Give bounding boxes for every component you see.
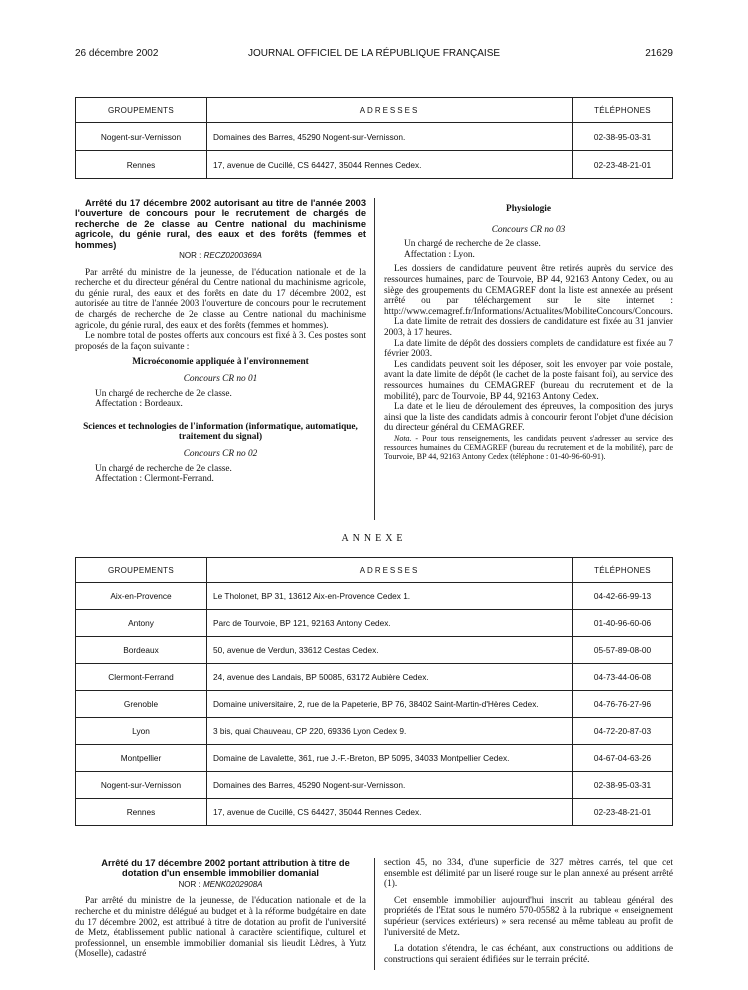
table-row (76, 772, 673, 799)
table-row (76, 799, 673, 826)
nor-reference (75, 880, 366, 891)
phone-cell: 02-23-48-21-01 (573, 799, 673, 826)
paragraph: La dotation s'étendra, le cas échéant, aux constructions ou additions de constructions qui seraient édifiées sur le terrain précité. (384, 944, 673, 965)
paragraph: La date limite de retrait des dossiers de candidature est fixée au 31 janvier 2003, à 17 heures. (384, 317, 673, 338)
journal-title: JOURNAL OFFICIEL DE LA RÉPUBLIQUE FRANÇAISE (247, 48, 501, 59)
groupement-cell: Grenoble (76, 691, 207, 718)
concours-label: Concours CR no 02 (183, 448, 258, 459)
paragraph: section 45, no 334, d'une superficie de 327 mètres carrés, tel que cet ensemble est délimité par un liseré rouge sur le plan annexé au présent arrêté (1). (384, 858, 673, 890)
header-adresses: ADRESSES (207, 558, 573, 583)
table-row (76, 123, 673, 151)
affectation-line: Affectation : Lyon. (404, 249, 475, 260)
phone-cell: 04-42-66-99-13 (573, 583, 673, 610)
paragraph: La date et le lieu de déroulement des épreuves, la composition des jurys ainsi que la liste des candidats admis à concourir feront l'objet d'une décision du directeur général du CEMAGREF. (384, 402, 673, 434)
nor-label: NOR : (179, 251, 202, 261)
address-cell: 50, avenue de Verdun, 33612 Cestas Cedex. (207, 637, 573, 664)
address-cell: Domaines des Barres, 45290 Nogent-sur-Vernisson. (207, 123, 573, 151)
nota (384, 434, 673, 462)
phone-cell: 05-57-89-08-00 (573, 637, 673, 664)
column-divider (374, 198, 375, 520)
header-telephones: TÉLÉPHONES (573, 558, 673, 583)
nor-label: NOR : (178, 879, 201, 889)
annexe-table (75, 557, 673, 826)
groupement-cell: Clermont-Ferrand (76, 664, 207, 691)
affectation-line: Affectation : Bordeaux. (95, 399, 183, 410)
concours-label: Concours CR no 01 (183, 373, 258, 384)
paragraph: Le nombre total de postes offerts aux concours est fixé à 3. Ces postes sont proposés de la façon suivante : (75, 331, 366, 352)
article2-left-column (75, 858, 366, 960)
article-right-column (384, 204, 673, 461)
address-cell: Domaines des Barres, 45290 Nogent-sur-Vernisson. (207, 772, 573, 799)
phone-cell: 04-73-44-06-08 (573, 664, 673, 691)
page-number: 21629 (645, 48, 673, 59)
article-title: Arrêté du 17 décembre 2002 autorisant au titre de l'année 2003 l'ouverture de concours pour le recrutement de chargés de recherche de 2e classe au Centre national du machinisme agricole, du génie rural, des eaux et des forêts (femmes et hommes) (75, 198, 366, 250)
nota-text: Pour tous renseignements, les candidats peuvent s'adresser au service des ressources humaines du CEMAGREF (bureau du recrutement et de la mobilité), parc de Tourvoie, BP 44, 92163 Antony Cedex (téléphone : 01-40-96-60-91). (384, 433, 674, 462)
table-row (76, 610, 673, 637)
phone-cell: 01-40-96-60-06 (573, 610, 673, 637)
issue-date: 26 décembre 2002 (75, 48, 159, 59)
table-row (76, 745, 673, 772)
groupement-cell: Aix-en-Provence (76, 583, 207, 610)
groupement-cell: Lyon (76, 718, 207, 745)
table-row (76, 691, 673, 718)
nota-label: Nota. - (394, 433, 419, 443)
section-title: Sciences et technologies de l'information (informatique, automatique, traitement du signal) (83, 421, 358, 443)
section-title: Physiologie (506, 204, 551, 214)
groupement-cell: Nogent-sur-Vernisson (76, 772, 207, 799)
table-row (76, 583, 673, 610)
post-line: Un chargé de recherche de 2e classe. (95, 463, 232, 474)
post-line: Un chargé de recherche de 2e classe. (95, 388, 232, 399)
phone-cell: 04-72-20-87-03 (573, 718, 673, 745)
paragraph: Par arrêté du ministre de la jeunesse, de l'éducation nationale et de la recherche et du directeur général du Centre national du machinisme agricole, du génie rural, des eaux et des forêts en date du 17 décembre 2002, est autorisée au titre de l'année 2003 l'ouverture de concours pour le recrutement de chargés de recherche de 2e classe au Centre national du machinisme agricole, du génie rural, des eaux et des forêts (femmes et hommes). (75, 267, 366, 331)
concours-label: Concours CR no 03 (491, 224, 566, 235)
address-cell: Le Tholonet, BP 31, 13612 Aix-en-Provence Cedex 1. (207, 583, 573, 610)
paragraph: Par arrêté du ministre de la jeunesse, de l'éducation nationale et de la recherche et du ministre délégué au budget et à la réforme budgétaire en date du 17 décembre 2002, est attribué à titre de dotation au profit de l'université de Metz, établissement public national à caractère scientifique, culturel et professionnel, un ensemble immobilier domanial sis lieudit Lèdres, à Yutz (Moselle), cadastré (75, 896, 366, 960)
address-cell: Domaine de Lavalette, 361, rue J.-F.-Breton, BP 5095, 34033 Montpellier Cedex. (207, 745, 573, 772)
table-row (76, 151, 673, 179)
phone-cell: 02-38-95-03-31 (573, 772, 673, 799)
article-left-column (75, 198, 366, 485)
header-telephones: TÉLÉPHONES (573, 98, 673, 123)
table-row (76, 718, 673, 745)
address-cell: 17, avenue de Cucillé, CS 64427, 35044 Rennes Cedex. (207, 799, 573, 826)
article-title: Arrêté du 17 décembre 2002 portant attribution à titre de dotation d'un ensemble immobilier domanial (101, 858, 350, 879)
phone-cell: 02-23-48-21-01 (573, 151, 673, 179)
address-cell: Domaine universitaire, 2, rue de la Papeterie, BP 76, 38402 Saint-Martin-d'Hères Cedex. (207, 691, 573, 718)
groupement-cell: Rennes (76, 151, 207, 179)
header-groupements: GROUPEMENTS (76, 558, 207, 583)
paragraph: Cet ensemble immobilier aujourd'hui inscrit au tableau général des propriétés de l'Etat sous le numéro 570-05582 à la rubrique « enseignement supérieur (services extérieurs) » sera recensé au même tableau au profit de l'université de Metz. (384, 895, 673, 938)
groupement-cell: Montpellier (76, 745, 207, 772)
address-cell: 17, avenue de Cucillé, CS 64427, 35044 Rennes Cedex. (207, 151, 573, 179)
table-row (76, 664, 673, 691)
affectation-line: Affectation : Clermont-Ferrand. (95, 474, 214, 485)
groupement-cell: Bordeaux (76, 637, 207, 664)
address-cell: 3 bis, quai Chauveau, CP 220, 69336 Lyon Cedex 9. (207, 718, 573, 745)
nor-reference (75, 251, 366, 262)
header-groupements: GROUPEMENTS (76, 98, 207, 123)
column-divider (374, 858, 375, 970)
article2-right-column (384, 858, 673, 965)
phone-cell: 04-67-04-63-26 (573, 745, 673, 772)
nor-code: MENK0202908A (202, 879, 263, 889)
header-adresses: ADRESSES (207, 98, 573, 123)
post-line: Un chargé de recherche de 2e classe. (404, 239, 541, 250)
section-title: Microéconomie appliquée à l'environnement (132, 357, 309, 368)
address-cell: Parc de Tourvoie, BP 121, 92163 Antony Cedex. (207, 610, 573, 637)
groupement-cell: Nogent-sur-Vernisson (76, 123, 207, 151)
groupement-cell: Rennes (76, 799, 207, 826)
nor-code: RECZ0200369A (203, 251, 262, 261)
phone-cell: 02-38-95-03-31 (573, 123, 673, 151)
paragraph: Les candidats peuvent soit les déposer, soit les envoyer par voie postale, avant la date limite de dépôt (le cachet de la poste faisant foi), au service des ressources humaines du CEMAGREF (bureau du recrutement et de la mobilité), parc de Tourvoie, BP 44, 92163 Antony Cedex. (384, 359, 673, 402)
annexe-title: ANNEXE (341, 533, 407, 544)
table-row (76, 637, 673, 664)
paragraph: Les dossiers de candidature peuvent être retirés auprès du service des ressources humaines, parc de Tourvoie, BP 44, 92163 Antony Cedex, ou au siège des groupements du CEMAGREF dont la liste est annexée au présent arrêté ou par téléchargement sur le site internet : http://www.cemagref.fr/Informations/Actualites/MobiliteConcours/Concours. (384, 264, 673, 317)
paragraph: La date limite de dépôt des dossiers complets de candidature est fixée au 7 février 2003. (384, 338, 673, 360)
groupement-cell: Antony (76, 610, 207, 637)
phone-cell: 04-76-76-27-96 (573, 691, 673, 718)
groupements-table-top (75, 97, 673, 179)
address-cell: 24, avenue des Landais, BP 50085, 63172 Aubière Cedex. (207, 664, 573, 691)
